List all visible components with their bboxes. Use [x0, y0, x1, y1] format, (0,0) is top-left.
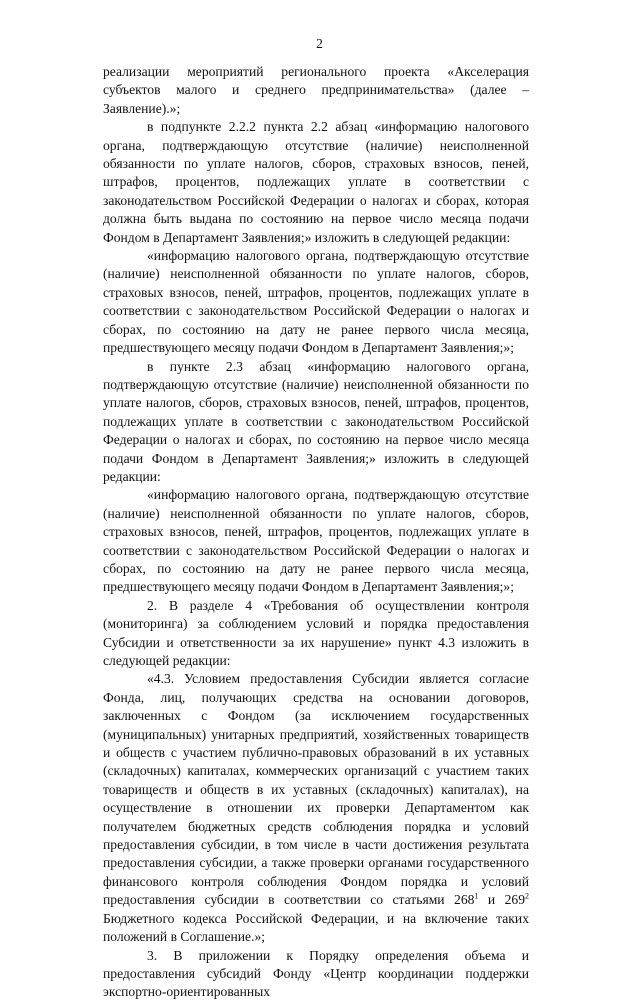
clause-4-3-between: и 269	[478, 892, 525, 908]
paragraph-section-4: 2. В разделе 4 «Требования об осуществлении контроля (мониторинга) за соблюдением условий и порядка предоставления Субсидии и ответственности за их нарушение» пункт 4.3 изложить в следующей редакции:	[103, 597, 529, 668]
paragraph-subclause-2-2-2: в подпункте 2.2.2 пункта 2.2 абзац «информацию налогового органа, подтверждающую отсутствие (наличие) неисполненной обязанности по уплате налогов, сборов, страховых взносов, пеней, штрафов, процентов, подлежащих уплате в соответствии с законодательством Российской Федерации о налогах и сборах, которая должна быть выдана по состоянию на первое число месяца подачи Фондом в Департамент Заявления;» изложить в следующей редакции:	[103, 119, 529, 245]
superscript-2: 2	[525, 891, 529, 901]
clause-4-3-text: «4.3. Условием предоставления Субсидии является согласие Фонда, лиц, получающих средства на основании договоров, заключенных с Фондом (за исключением государственных (муниципальных) унитарных предприятий, хозяйственных товариществ и обществ с участием публично-правовых образований в их уставных (складочных) капиталах, коммерческих организаций с участием таких товариществ и обществ в их уставных (складочных) капиталах), на осуществление в отношении их проверки Департаментом как получателем бюджетных средств соблюдения порядка и условий предоставления субсидии, в том числе в части достижения результата предоставления субсидии, а также проверки органами государственного финансового контроля соблюдения Фондом порядка и условий предоставления субсидии в соответствии со статьями 268	[103, 671, 529, 908]
paragraph-clause-2-3: в пункте 2.3 абзац «информацию налогового органа, подтверждающую отсутствие (наличие) неисполненной обязанности по уплате налогов, сборов, страховых взносов, пеней, штрафов, процентов, подлежащих уплате в соответствии с законодательством Российской Федерации о налогах и сборах, по состоянию на первое число месяца подачи Фондом в Департамент Заявления;» изложить в следующей редакции:	[103, 358, 529, 484]
paragraph-new-wording-2-2-2: «информацию налогового органа, подтверждающую отсутствие (наличие) неисполненной обязанности по уплате налогов, сборов, страховых взносов, пеней, штрафов, процентов, подлежащих уплате в соответствии с законодательством Российской Федерации о налогах и сборах, по состоянию на дату не ранее первого числа месяца, предшествующего месяцу подачи Фондом в Департамент Заявления;»;	[103, 248, 529, 356]
paragraph-appendix: 3. В приложении к Порядку определения объема и предоставления субсидий Фонду «Центр координации поддержки экспортно-ориентированных	[103, 947, 529, 1000]
page-number: 2	[316, 36, 323, 51]
document-body	[103, 63, 529, 1002]
paragraph-new-wording-2-3: «информацию налогового органа, подтверждающую отсутствие (наличие) неисполненной обязанности по уплате налогов, сборов, страховых взносов, пеней, штрафов, процентов, подлежащих уплате в соответствии с законодательством Российской Федерации о налогах и сборах, по состоянию на дату не ранее первого числа месяца, предшествующего месяцу подачи Фондом в Департамент Заявления;»;	[103, 487, 529, 595]
superscript-1: 1	[474, 891, 479, 901]
clause-4-3-after: Бюджетного кодекса Российской Федерации, и на включение таких положений в Соглашение.»;	[103, 910, 529, 945]
paragraph-clause-4-3	[103, 670, 529, 946]
paragraph-continuation: реализации мероприятий регионального проекта «Акселерация субъектов малого и среднего предпринимательства» (далее – Заявление).»;	[103, 64, 529, 116]
